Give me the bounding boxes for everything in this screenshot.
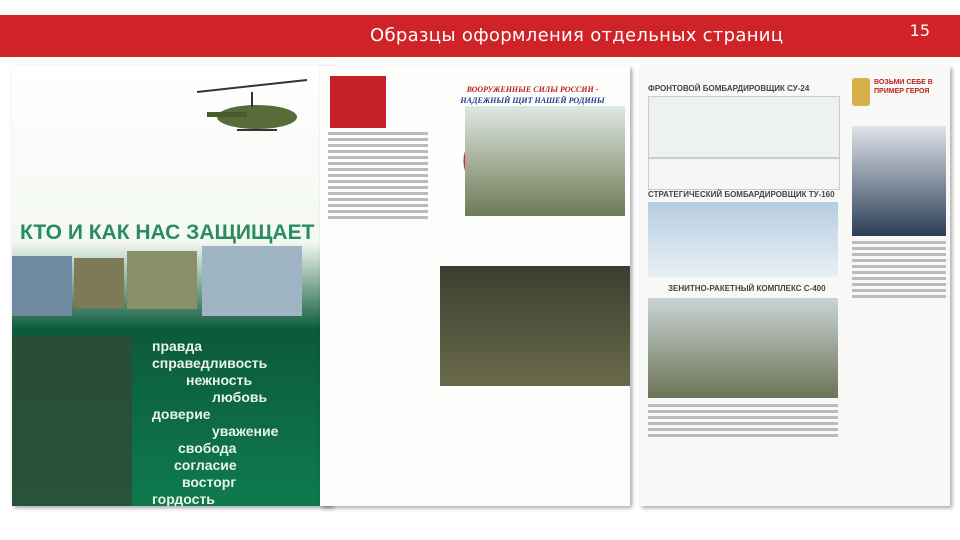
tu160-caption: СТРАТЕГИЧЕСКИЙ БОМБАРДИРОВЩИК ТУ-160 [648,190,835,199]
word: гордость [152,491,215,506]
article-text-left [328,132,428,222]
tank-photo [74,258,124,308]
sample-page-weapons [640,66,950,506]
sample-page-cover [12,66,332,506]
tu160-photo [648,202,838,277]
heading-line: ВООРУЖЕННЫЕ СИЛЫ РОССИИ - [466,85,599,94]
article-heading [440,84,625,106]
header-bar [0,15,960,57]
cover-title: КТО И КАК НАС ЗАЩИЩАЕТ [20,221,315,244]
armored-vehicle-photo [127,251,197,309]
hero-bio-text [852,241,946,301]
word: восторг [182,474,237,490]
word: правда [152,338,203,354]
hero-medal-icon [852,78,870,106]
word: свобода [178,440,237,456]
soldiers-photo [465,106,625,216]
troops-photo [440,266,630,386]
word: нежность [186,372,253,388]
su24-caption: ФРОНТОВОЙ БОМБАРДИРОВЩИК СУ-24 [648,84,810,93]
helicopter-icon [187,72,317,152]
heading-line: НАДЕЖНЫЙ ЩИТ НАШЕЙ РОДИНЫ [460,96,605,105]
su24-specs [648,158,840,190]
hero-caption: ВОЗЬМИ СЕБЕ В ПРИМЕР ГЕРОЯ [874,79,933,95]
s400-caption: ЗЕНИТНО-РАКЕТНЫЙ КОМПЛЕКС С-400 [668,284,826,293]
emblem-flag [330,76,386,128]
values-wordcloud [152,338,278,506]
su24-diagram [648,96,840,158]
s400-photo [648,298,838,398]
word: любовь [212,389,268,405]
slide-number: 15 [909,21,930,40]
s400-specs-text [648,404,838,440]
word: уважение [212,423,279,439]
word: справедливость [152,355,268,371]
ship-photo [12,256,72,316]
hero-portrait [852,126,946,236]
soldier-photo [12,336,132,506]
word: согласие [174,457,237,473]
jet-photo [202,246,302,316]
word: доверие [152,406,211,422]
sample-page-armed-forces [320,66,630,506]
slide-title: Образцы оформления отдельных страниц [370,25,784,46]
